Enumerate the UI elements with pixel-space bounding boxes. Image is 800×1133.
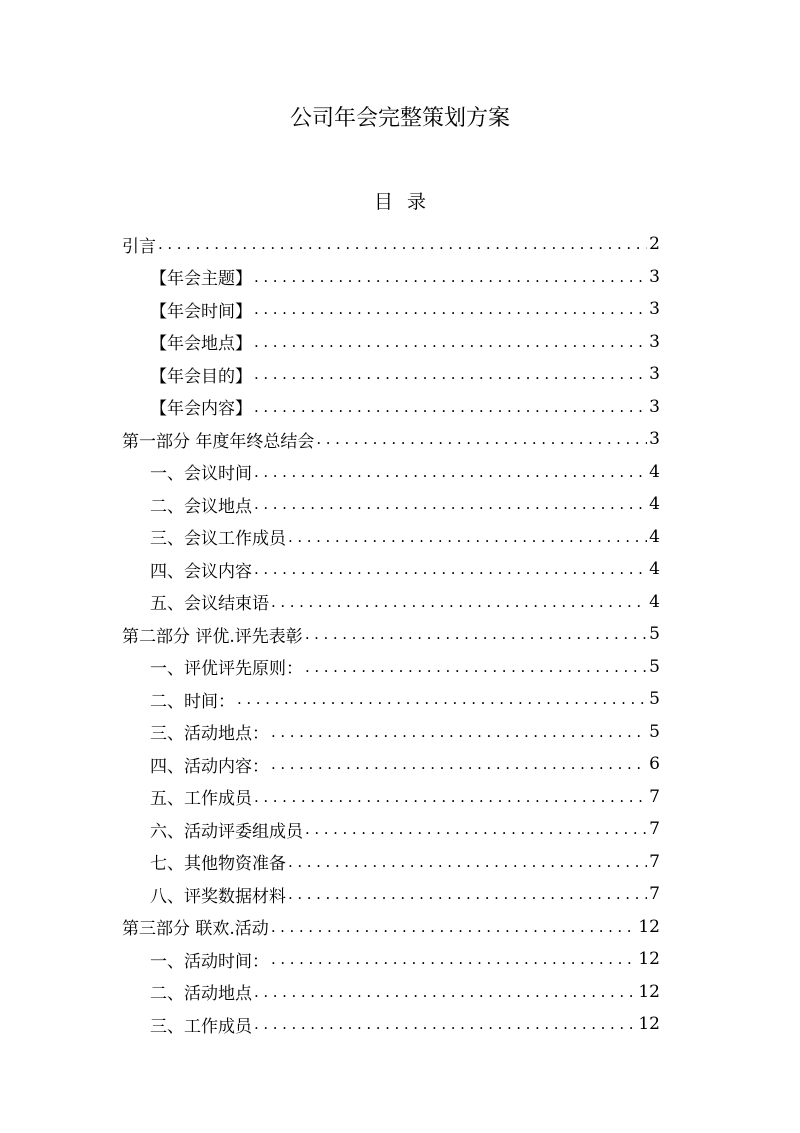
toc-entry-label: 七、其他物资准备 — [150, 854, 286, 875]
toc-entry[interactable] — [122, 813, 660, 846]
toc-dot-leader — [254, 559, 647, 579]
toc-entry-page-number: 5 — [649, 721, 660, 742]
toc-entry-label: 三、活动地点： — [150, 724, 269, 745]
toc-dot-leader — [288, 852, 647, 872]
toc-entry[interactable] — [122, 586, 660, 619]
toc-entry-page-number: 12 — [638, 949, 660, 970]
toc-entry[interactable] — [122, 1008, 660, 1041]
toc-dot-leader — [237, 689, 647, 709]
toc-entry[interactable] — [122, 943, 660, 976]
toc-entry-page-number: 5 — [649, 624, 660, 645]
toc-entry-label: 五、工作成员 — [150, 789, 252, 810]
toc-dot-leader — [271, 592, 647, 612]
toc-entry-page-number: 12 — [638, 981, 660, 1002]
toc-entry[interactable] — [122, 976, 660, 1009]
toc-entry-label: 一、活动时间： — [150, 951, 269, 972]
toc-entry-label: 【年会内容】 — [150, 399, 252, 420]
toc-entry-page-number: 2 — [649, 234, 660, 255]
toc-entry-label: 一、评优评先原则： — [150, 659, 303, 680]
toc-entry-label: 二、时间： — [150, 691, 235, 712]
toc-entry-label: 三、工作成员 — [150, 1016, 252, 1037]
toc-dot-leader — [316, 429, 647, 449]
toc-entry-page-number: 4 — [649, 526, 660, 547]
toc-entry[interactable] — [122, 358, 660, 391]
toc-entry[interactable] — [122, 293, 660, 326]
toc-entry-page-number: 4 — [649, 461, 660, 482]
toc-entry-page-number: 3 — [649, 299, 660, 320]
toc-entry[interactable] — [122, 618, 660, 651]
toc-entry-label: 八、评奖数据材料 — [150, 886, 286, 907]
toc-entry-label: 六、活动评委组成员 — [150, 821, 303, 842]
toc-entry-label: 二、会议地点 — [150, 496, 252, 517]
toc-dot-leader — [271, 722, 647, 742]
toc-dot-leader — [288, 884, 647, 904]
toc-entry[interactable] — [122, 781, 660, 814]
toc-dot-leader — [254, 982, 636, 1002]
toc-entry[interactable] — [122, 521, 660, 554]
toc-entry-page-number: 12 — [638, 916, 660, 937]
toc-dot-leader — [254, 494, 647, 514]
toc-dot-leader — [254, 332, 647, 352]
toc-entry[interactable] — [122, 228, 660, 261]
toc-entry-page-number: 3 — [649, 429, 660, 450]
toc-entry-label: 三、会议工作成员 — [150, 529, 286, 550]
toc-dot-leader — [254, 364, 647, 384]
toc-entry-label: 第一部分 年度年终总结会 — [122, 431, 315, 452]
toc-entry-page-number: 7 — [649, 819, 660, 840]
toc-dot-leader — [254, 299, 647, 319]
toc-entry-page-number: 3 — [649, 396, 660, 417]
toc-entry[interactable] — [122, 391, 660, 424]
toc-entry[interactable] — [122, 488, 660, 521]
toc-dot-leader — [254, 787, 647, 807]
toc-entry[interactable] — [122, 261, 660, 294]
toc-entry-page-number: 12 — [638, 1014, 660, 1035]
toc-dot-leader — [288, 527, 647, 547]
toc-entry-label: 五、会议结束语 — [150, 594, 269, 615]
toc-entry-page-number: 3 — [649, 331, 660, 352]
toc-dot-leader — [271, 754, 647, 774]
toc-entry-label: 四、活动内容： — [150, 756, 269, 777]
toc-entry-page-number: 3 — [649, 364, 660, 385]
toc-entry-page-number: 5 — [649, 656, 660, 677]
toc-entry[interactable] — [122, 748, 660, 781]
table-of-contents — [122, 228, 660, 1041]
toc-dot-leader — [254, 267, 647, 287]
toc-entry-page-number: 6 — [649, 754, 660, 775]
toc-heading: 目录 — [373, 191, 440, 213]
toc-entry-label: 【年会主题】 — [150, 269, 252, 290]
toc-entry-page-number: 3 — [649, 266, 660, 287]
toc-dot-leader — [271, 917, 637, 937]
toc-entry-page-number: 4 — [649, 559, 660, 580]
toc-entry-label: 引言 — [122, 236, 156, 257]
toc-entry[interactable] — [122, 878, 660, 911]
toc-dot-leader — [254, 1014, 636, 1034]
toc-entry-label: 【年会时间】 — [150, 301, 252, 322]
toc-dot-leader — [305, 657, 647, 677]
toc-entry-label: 第三部分 联欢.活动 — [122, 919, 269, 940]
toc-entry[interactable] — [122, 651, 660, 684]
toc-entry[interactable] — [122, 456, 660, 489]
toc-entry[interactable] — [122, 911, 660, 944]
toc-entry-page-number: 7 — [649, 786, 660, 807]
toc-entry[interactable] — [122, 423, 660, 456]
toc-dot-leader — [254, 397, 647, 417]
toc-entry-page-number: 4 — [649, 591, 660, 612]
toc-dot-leader — [305, 624, 647, 644]
toc-entry-page-number: 7 — [649, 884, 660, 905]
toc-entry[interactable] — [122, 716, 660, 749]
toc-entry-label: 二、活动地点 — [150, 984, 252, 1005]
toc-entry[interactable] — [122, 683, 660, 716]
toc-entry-page-number: 4 — [649, 494, 660, 515]
toc-entry-label: 【年会目的】 — [150, 366, 252, 387]
toc-dot-leader — [271, 949, 636, 969]
toc-entry[interactable] — [122, 326, 660, 359]
toc-entry[interactable] — [122, 846, 660, 879]
toc-entry-page-number: 7 — [649, 851, 660, 872]
toc-entry-label: 一、会议时间 — [150, 464, 252, 485]
toc-dot-leader — [158, 234, 647, 254]
toc-entry-label: 第二部分 评优.评先表彰 — [122, 626, 303, 647]
document-title: 公司年会完整策划方案 — [289, 106, 510, 131]
toc-dot-leader — [305, 819, 647, 839]
toc-entry-page-number: 5 — [649, 689, 660, 710]
toc-entry[interactable] — [122, 553, 660, 586]
toc-entry-label: 【年会地点】 — [150, 334, 252, 355]
toc-entry-label: 四、会议内容 — [150, 561, 252, 582]
toc-dot-leader — [254, 462, 647, 482]
